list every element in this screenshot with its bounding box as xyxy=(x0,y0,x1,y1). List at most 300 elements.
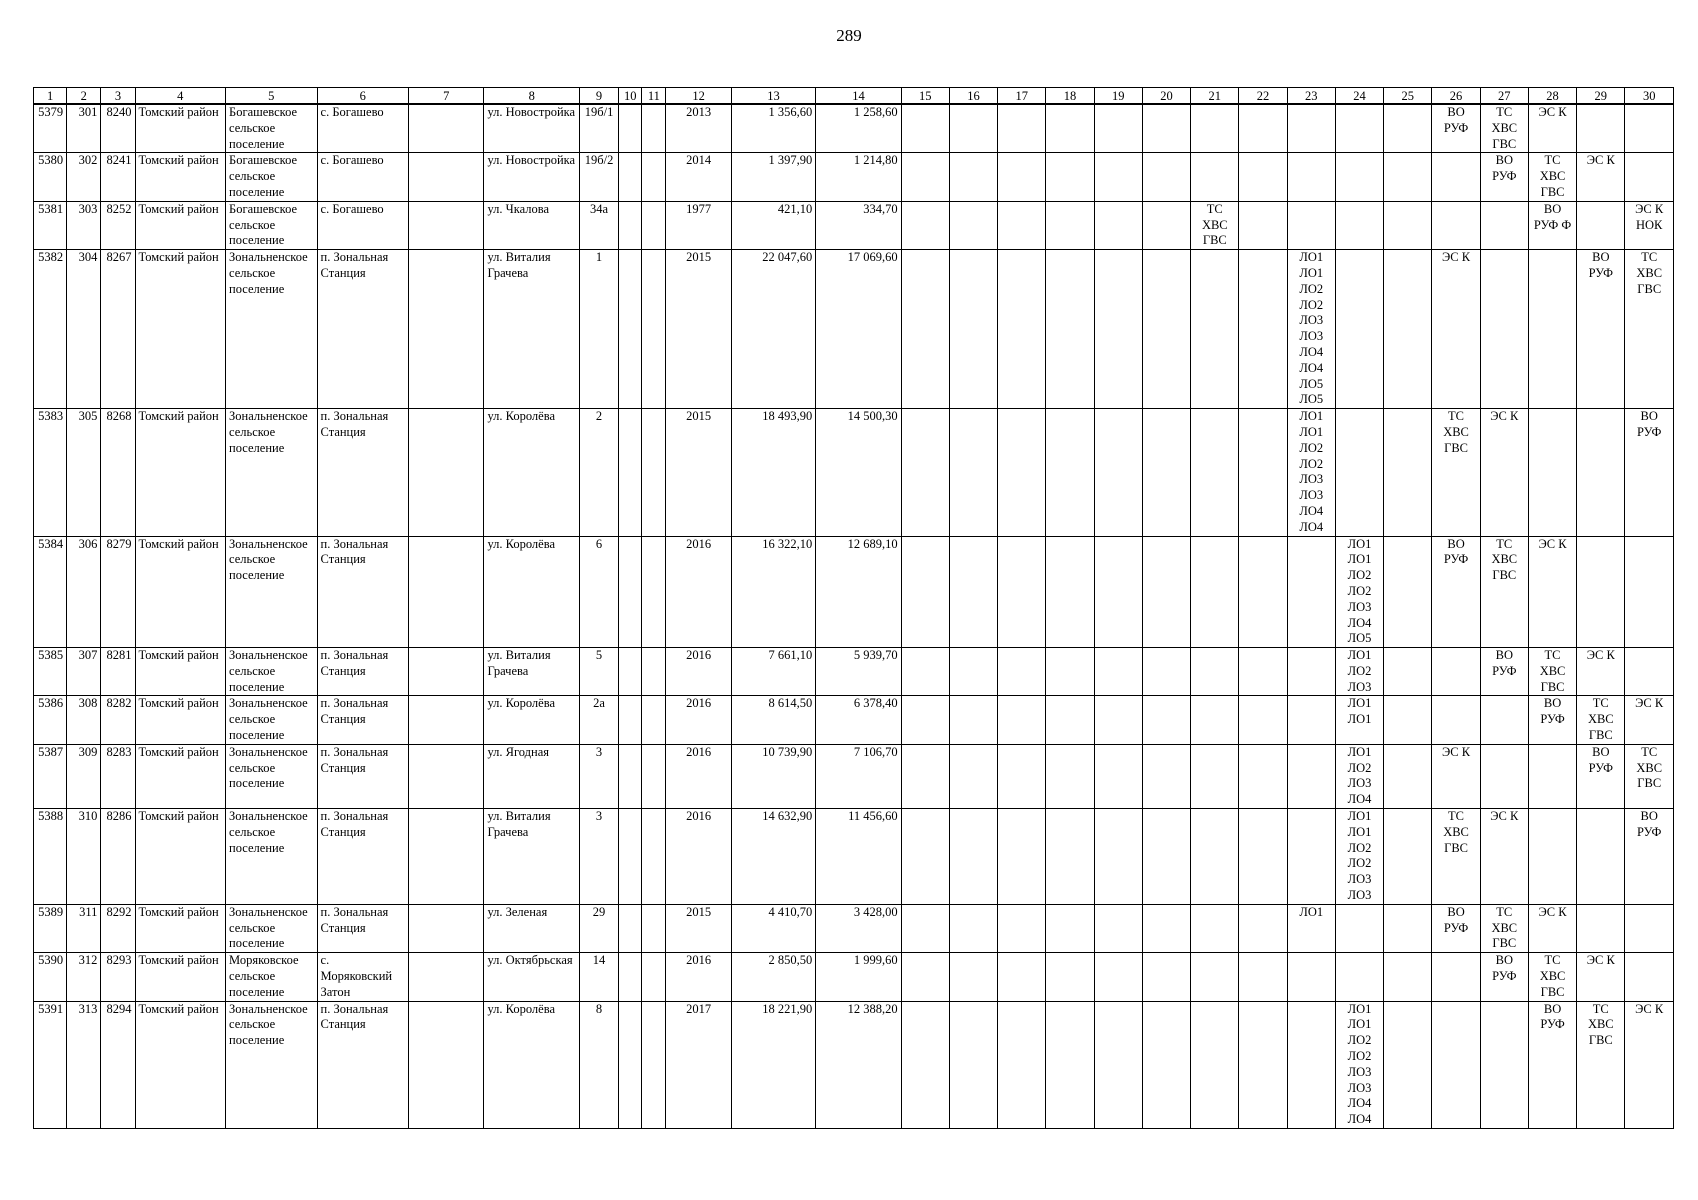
column-header: 4 xyxy=(135,88,225,105)
column-11-cell xyxy=(642,1001,666,1128)
column-10-cell xyxy=(619,250,642,409)
street-cell: ул. Чкалова xyxy=(484,201,580,249)
local-number-cell: 303 xyxy=(67,201,101,249)
living-area-cell: 12 388,20 xyxy=(816,1001,901,1128)
column-29-cell: ТС ХВС ГВС xyxy=(1577,696,1625,744)
column-20-cell xyxy=(1142,536,1190,648)
table-row xyxy=(34,953,1674,1001)
column-19-cell xyxy=(1094,201,1142,249)
settlement-cell: Зональненское сельское поселение xyxy=(226,536,318,648)
column-header: 29 xyxy=(1577,88,1625,105)
building-id-cell: 8281 xyxy=(101,648,135,696)
locality-cell: п. Зональная Станция xyxy=(317,409,409,536)
settlement-cell: Зональненское сельское поселение xyxy=(226,696,318,744)
column-17-cell xyxy=(998,744,1046,808)
column-21-cell xyxy=(1191,409,1239,536)
column-19-cell xyxy=(1094,648,1142,696)
column-25-cell xyxy=(1384,953,1432,1001)
column-26-cell: ЭС К xyxy=(1432,250,1480,409)
column-20-cell xyxy=(1142,104,1190,153)
column-25-cell xyxy=(1384,250,1432,409)
column-header: 2 xyxy=(67,88,101,105)
column-10-cell xyxy=(619,696,642,744)
living-area-cell: 7 106,70 xyxy=(816,744,901,808)
house-number-cell: 34а xyxy=(579,201,618,249)
column-24-cell: ЛО1 ЛО1 ЛО2 ЛО2 ЛО3 ЛО4 ЛО5 xyxy=(1335,536,1383,648)
column-30-cell: ЭС К НОК xyxy=(1625,201,1674,249)
street-cell: ул. Королёва xyxy=(484,409,580,536)
row-number-cell: 5387 xyxy=(34,744,67,808)
column-29-cell: ЭС К xyxy=(1577,648,1625,696)
house-number-cell: 8 xyxy=(579,1001,618,1128)
column-23-cell xyxy=(1287,201,1335,249)
table-body xyxy=(34,104,1674,1129)
column-header: 10 xyxy=(619,88,642,105)
column-15-cell xyxy=(901,809,949,905)
table-row xyxy=(34,104,1674,153)
column-10-cell xyxy=(619,953,642,1001)
column-27-cell xyxy=(1480,250,1528,409)
column-11-cell xyxy=(642,648,666,696)
table-row xyxy=(34,809,1674,905)
column-22-cell xyxy=(1239,153,1287,201)
house-number-cell: 3 xyxy=(579,809,618,905)
column-28-cell: ЭС К xyxy=(1528,904,1576,952)
column-17-cell xyxy=(998,153,1046,201)
total-area-cell: 18 221,90 xyxy=(731,1001,815,1128)
column-22-cell xyxy=(1239,536,1287,648)
year-cell: 2013 xyxy=(666,104,731,153)
column-7-cell xyxy=(409,904,484,952)
column-7-cell xyxy=(409,648,484,696)
building-id-cell: 8286 xyxy=(101,809,135,905)
total-area-cell: 2 850,50 xyxy=(731,953,815,1001)
column-23-cell: ЛО1 ЛО1 ЛО2 ЛО2 ЛО3 ЛО3 ЛО4 ЛО4 xyxy=(1287,409,1335,536)
locality-cell: с. Моряковский Затон xyxy=(317,953,409,1001)
column-25-cell xyxy=(1384,648,1432,696)
local-number-cell: 302 xyxy=(67,153,101,201)
column-15-cell xyxy=(901,536,949,648)
column-22-cell xyxy=(1239,1001,1287,1128)
row-number-cell: 5380 xyxy=(34,153,67,201)
column-header: 12 xyxy=(666,88,731,105)
column-header: 28 xyxy=(1528,88,1576,105)
column-17-cell xyxy=(998,696,1046,744)
column-20-cell xyxy=(1142,201,1190,249)
column-number-row xyxy=(34,88,1674,105)
column-10-cell xyxy=(619,904,642,952)
total-area-cell: 1 397,90 xyxy=(731,153,815,201)
building-id-cell: 8293 xyxy=(101,953,135,1001)
table-row xyxy=(34,904,1674,952)
column-24-cell xyxy=(1335,904,1383,952)
column-21-cell: ТС ХВС ГВС xyxy=(1191,201,1239,249)
district-cell: Томский район xyxy=(135,953,225,1001)
column-11-cell xyxy=(642,153,666,201)
column-28-cell xyxy=(1528,809,1576,905)
house-number-cell: 1 xyxy=(579,250,618,409)
column-26-cell xyxy=(1432,1001,1480,1128)
column-23-cell xyxy=(1287,648,1335,696)
column-22-cell xyxy=(1239,904,1287,952)
column-23-cell xyxy=(1287,104,1335,153)
house-number-cell: 19б/1 xyxy=(579,104,618,153)
living-area-cell: 1 258,60 xyxy=(816,104,901,153)
total-area-cell: 421,10 xyxy=(731,201,815,249)
street-cell: ул. Королёва xyxy=(484,536,580,648)
column-16-cell xyxy=(949,809,997,905)
column-25-cell xyxy=(1384,104,1432,153)
column-header: 15 xyxy=(901,88,949,105)
column-header: 17 xyxy=(998,88,1046,105)
table-row xyxy=(34,250,1674,409)
column-19-cell xyxy=(1094,153,1142,201)
column-25-cell xyxy=(1384,536,1432,648)
column-11-cell xyxy=(642,953,666,1001)
house-number-cell: 29 xyxy=(579,904,618,952)
column-18-cell xyxy=(1046,1001,1094,1128)
column-23-cell xyxy=(1287,1001,1335,1128)
column-22-cell xyxy=(1239,953,1287,1001)
column-18-cell xyxy=(1046,904,1094,952)
column-header: 5 xyxy=(226,88,318,105)
settlement-cell: Зональненское сельское поселение xyxy=(226,904,318,952)
page-number: 289 xyxy=(836,26,862,45)
column-18-cell xyxy=(1046,201,1094,249)
settlement-cell: Богашевское сельское поселение xyxy=(226,201,318,249)
column-24-cell xyxy=(1335,153,1383,201)
column-header: 25 xyxy=(1384,88,1432,105)
table-row xyxy=(34,409,1674,536)
column-header: 14 xyxy=(816,88,901,105)
column-25-cell xyxy=(1384,904,1432,952)
column-23-cell xyxy=(1287,153,1335,201)
district-cell: Томский район xyxy=(135,696,225,744)
house-number-cell: 14 xyxy=(579,953,618,1001)
column-21-cell xyxy=(1191,744,1239,808)
column-17-cell xyxy=(998,953,1046,1001)
table-row xyxy=(34,1001,1674,1128)
living-area-cell: 1 214,80 xyxy=(816,153,901,201)
column-21-cell xyxy=(1191,104,1239,153)
year-cell: 2016 xyxy=(666,953,731,1001)
table-row xyxy=(34,648,1674,696)
year-cell: 2016 xyxy=(666,536,731,648)
locality-cell: с. Богашево xyxy=(317,153,409,201)
column-22-cell xyxy=(1239,201,1287,249)
column-20-cell xyxy=(1142,696,1190,744)
settlement-cell: Богашевское сельское поселение xyxy=(226,104,318,153)
column-24-cell: ЛО1 ЛО1 ЛО2 ЛО2 ЛО3 ЛО3 ЛО4 ЛО4 xyxy=(1335,1001,1383,1128)
column-25-cell xyxy=(1384,153,1432,201)
column-28-cell: ТС ХВС ГВС xyxy=(1528,153,1576,201)
column-15-cell xyxy=(901,904,949,952)
locality-cell: п. Зональная Станция xyxy=(317,250,409,409)
column-29-cell: ЭС К xyxy=(1577,153,1625,201)
column-25-cell xyxy=(1384,201,1432,249)
column-20-cell xyxy=(1142,744,1190,808)
total-area-cell: 1 356,60 xyxy=(731,104,815,153)
building-id-cell: 8292 xyxy=(101,904,135,952)
column-27-cell xyxy=(1480,696,1528,744)
column-15-cell xyxy=(901,1001,949,1128)
living-area-cell: 12 689,10 xyxy=(816,536,901,648)
column-17-cell xyxy=(998,904,1046,952)
housing-register-table xyxy=(33,87,1674,1129)
column-27-cell: ЭС К xyxy=(1480,809,1528,905)
column-header: 22 xyxy=(1239,88,1287,105)
house-number-cell: 3 xyxy=(579,744,618,808)
column-30-cell xyxy=(1625,648,1674,696)
column-26-cell xyxy=(1432,153,1480,201)
column-10-cell xyxy=(619,809,642,905)
column-25-cell xyxy=(1384,744,1432,808)
column-24-cell: ЛО1 ЛО2 ЛО3 xyxy=(1335,648,1383,696)
column-header: 8 xyxy=(484,88,580,105)
district-cell: Томский район xyxy=(135,201,225,249)
column-29-cell: ЭС К xyxy=(1577,953,1625,1001)
row-number-cell: 5391 xyxy=(34,1001,67,1128)
column-30-cell: ТС ХВС ГВС xyxy=(1625,744,1674,808)
column-header: 9 xyxy=(579,88,618,105)
column-15-cell xyxy=(901,250,949,409)
column-27-cell xyxy=(1480,201,1528,249)
column-10-cell xyxy=(619,153,642,201)
column-17-cell xyxy=(998,250,1046,409)
column-28-cell: ВО РУФ xyxy=(1528,1001,1576,1128)
building-id-cell: 8279 xyxy=(101,536,135,648)
year-cell: 1977 xyxy=(666,201,731,249)
column-30-cell: ВО РУФ xyxy=(1625,409,1674,536)
locality-cell: п. Зональная Станция xyxy=(317,904,409,952)
row-number-cell: 5385 xyxy=(34,648,67,696)
total-area-cell: 7 661,10 xyxy=(731,648,815,696)
year-cell: 2016 xyxy=(666,809,731,905)
column-30-cell xyxy=(1625,953,1674,1001)
column-header: 11 xyxy=(642,88,666,105)
column-24-cell: ЛО1 ЛО1 ЛО2 ЛО2 ЛО3 ЛО3 xyxy=(1335,809,1383,905)
building-id-cell: 8268 xyxy=(101,409,135,536)
living-area-cell: 6 378,40 xyxy=(816,696,901,744)
column-19-cell xyxy=(1094,696,1142,744)
column-30-cell xyxy=(1625,536,1674,648)
column-22-cell xyxy=(1239,744,1287,808)
column-19-cell xyxy=(1094,809,1142,905)
column-header: 1 xyxy=(34,88,67,105)
street-cell: ул. Новостройка xyxy=(484,153,580,201)
column-28-cell: ЭС К xyxy=(1528,536,1576,648)
column-11-cell xyxy=(642,809,666,905)
column-7-cell xyxy=(409,696,484,744)
column-16-cell xyxy=(949,250,997,409)
total-area-cell: 16 322,10 xyxy=(731,536,815,648)
column-27-cell xyxy=(1480,1001,1528,1128)
column-23-cell xyxy=(1287,536,1335,648)
column-16-cell xyxy=(949,696,997,744)
column-27-cell: ВО РУФ xyxy=(1480,153,1528,201)
column-27-cell: ТС ХВС ГВС xyxy=(1480,104,1528,153)
locality-cell: п. Зональная Станция xyxy=(317,1001,409,1128)
local-number-cell: 307 xyxy=(67,648,101,696)
house-number-cell: 2а xyxy=(579,696,618,744)
year-cell: 2016 xyxy=(666,744,731,808)
locality-cell: п. Зональная Станция xyxy=(317,744,409,808)
column-28-cell: ВО РУФ Ф xyxy=(1528,201,1576,249)
local-number-cell: 312 xyxy=(67,953,101,1001)
column-17-cell xyxy=(998,809,1046,905)
column-20-cell xyxy=(1142,409,1190,536)
column-26-cell xyxy=(1432,696,1480,744)
column-18-cell xyxy=(1046,536,1094,648)
local-number-cell: 313 xyxy=(67,1001,101,1128)
column-21-cell xyxy=(1191,648,1239,696)
column-30-cell xyxy=(1625,153,1674,201)
column-30-cell: ВО РУФ xyxy=(1625,809,1674,905)
row-number-cell: 5382 xyxy=(34,250,67,409)
building-id-cell: 8294 xyxy=(101,1001,135,1128)
column-7-cell xyxy=(409,104,484,153)
column-11-cell xyxy=(642,696,666,744)
column-15-cell xyxy=(901,104,949,153)
street-cell: ул. Ягодная xyxy=(484,744,580,808)
column-7-cell xyxy=(409,201,484,249)
district-cell: Томский район xyxy=(135,536,225,648)
column-22-cell xyxy=(1239,104,1287,153)
column-18-cell xyxy=(1046,696,1094,744)
local-number-cell: 304 xyxy=(67,250,101,409)
column-11-cell xyxy=(642,536,666,648)
year-cell: 2015 xyxy=(666,904,731,952)
street-cell: ул. Виталия Грачева xyxy=(484,809,580,905)
living-area-cell: 3 428,00 xyxy=(816,904,901,952)
locality-cell: п. Зональная Станция xyxy=(317,536,409,648)
column-header: 6 xyxy=(317,88,409,105)
column-30-cell xyxy=(1625,104,1674,153)
column-29-cell xyxy=(1577,904,1625,952)
column-21-cell xyxy=(1191,536,1239,648)
column-21-cell xyxy=(1191,1001,1239,1128)
total-area-cell: 10 739,90 xyxy=(731,744,815,808)
column-20-cell xyxy=(1142,1001,1190,1128)
column-21-cell xyxy=(1191,809,1239,905)
column-23-cell xyxy=(1287,809,1335,905)
local-number-cell: 308 xyxy=(67,696,101,744)
column-23-cell xyxy=(1287,744,1335,808)
column-24-cell: ЛО1 ЛО1 xyxy=(1335,696,1383,744)
settlement-cell: Зональненское сельское поселение xyxy=(226,250,318,409)
column-10-cell xyxy=(619,201,642,249)
column-11-cell xyxy=(642,744,666,808)
year-cell: 2016 xyxy=(666,648,731,696)
locality-cell: п. Зональная Станция xyxy=(317,809,409,905)
column-7-cell xyxy=(409,250,484,409)
row-number-cell: 5389 xyxy=(34,904,67,952)
row-number-cell: 5383 xyxy=(34,409,67,536)
settlement-cell: Зональненское сельское поселение xyxy=(226,648,318,696)
column-16-cell xyxy=(949,648,997,696)
column-26-cell: ЭС К xyxy=(1432,744,1480,808)
table-row xyxy=(34,201,1674,249)
column-22-cell xyxy=(1239,250,1287,409)
settlement-cell: Зональненское сельское поселение xyxy=(226,809,318,905)
column-30-cell: ЭС К xyxy=(1625,1001,1674,1128)
row-number-cell: 5381 xyxy=(34,201,67,249)
column-22-cell xyxy=(1239,696,1287,744)
column-7-cell xyxy=(409,809,484,905)
street-cell: ул. Виталия Грачева xyxy=(484,648,580,696)
column-15-cell xyxy=(901,953,949,1001)
column-21-cell xyxy=(1191,153,1239,201)
column-24-cell xyxy=(1335,953,1383,1001)
column-16-cell xyxy=(949,1001,997,1128)
total-area-cell: 22 047,60 xyxy=(731,250,815,409)
settlement-cell: Зональненское сельское поселение xyxy=(226,409,318,536)
column-11-cell xyxy=(642,904,666,952)
building-id-cell: 8241 xyxy=(101,153,135,201)
living-area-cell: 334,70 xyxy=(816,201,901,249)
column-15-cell xyxy=(901,696,949,744)
column-header: 13 xyxy=(731,88,815,105)
column-27-cell xyxy=(1480,744,1528,808)
column-16-cell xyxy=(949,953,997,1001)
column-18-cell xyxy=(1046,250,1094,409)
column-26-cell: ВО РУФ xyxy=(1432,904,1480,952)
column-24-cell xyxy=(1335,250,1383,409)
column-23-cell: ЛО1 ЛО1 ЛО2 ЛО2 ЛО3 ЛО3 ЛО4 ЛО4 ЛО5 ЛО5 xyxy=(1287,250,1335,409)
column-28-cell: ВО РУФ xyxy=(1528,696,1576,744)
column-header: 26 xyxy=(1432,88,1480,105)
column-30-cell xyxy=(1625,904,1674,952)
building-id-cell: 8282 xyxy=(101,696,135,744)
column-19-cell xyxy=(1094,744,1142,808)
column-25-cell xyxy=(1384,809,1432,905)
street-cell: ул. Зеленая xyxy=(484,904,580,952)
column-7-cell xyxy=(409,153,484,201)
street-cell: ул. Новостройка xyxy=(484,104,580,153)
column-19-cell xyxy=(1094,1001,1142,1128)
living-area-cell: 14 500,30 xyxy=(816,409,901,536)
column-20-cell xyxy=(1142,809,1190,905)
column-18-cell xyxy=(1046,809,1094,905)
locality-cell: п. Зональная Станция xyxy=(317,648,409,696)
locality-cell: с. Богашево xyxy=(317,201,409,249)
column-11-cell xyxy=(642,409,666,536)
settlement-cell: Зональненское сельское поселение xyxy=(226,744,318,808)
district-cell: Томский район xyxy=(135,153,225,201)
column-18-cell xyxy=(1046,953,1094,1001)
column-21-cell xyxy=(1191,953,1239,1001)
column-15-cell xyxy=(901,409,949,536)
row-number-cell: 5384 xyxy=(34,536,67,648)
column-29-cell xyxy=(1577,536,1625,648)
living-area-cell: 17 069,60 xyxy=(816,250,901,409)
column-22-cell xyxy=(1239,648,1287,696)
column-10-cell xyxy=(619,104,642,153)
column-25-cell xyxy=(1384,696,1432,744)
column-17-cell xyxy=(998,648,1046,696)
column-28-cell xyxy=(1528,744,1576,808)
column-header: 20 xyxy=(1142,88,1190,105)
street-cell: ул. Октябрьская xyxy=(484,953,580,1001)
year-cell: 2017 xyxy=(666,1001,731,1128)
column-19-cell xyxy=(1094,953,1142,1001)
column-21-cell xyxy=(1191,696,1239,744)
building-id-cell: 8283 xyxy=(101,744,135,808)
column-7-cell xyxy=(409,1001,484,1128)
column-27-cell: ЭС К xyxy=(1480,409,1528,536)
column-17-cell xyxy=(998,1001,1046,1128)
local-number-cell: 301 xyxy=(67,104,101,153)
